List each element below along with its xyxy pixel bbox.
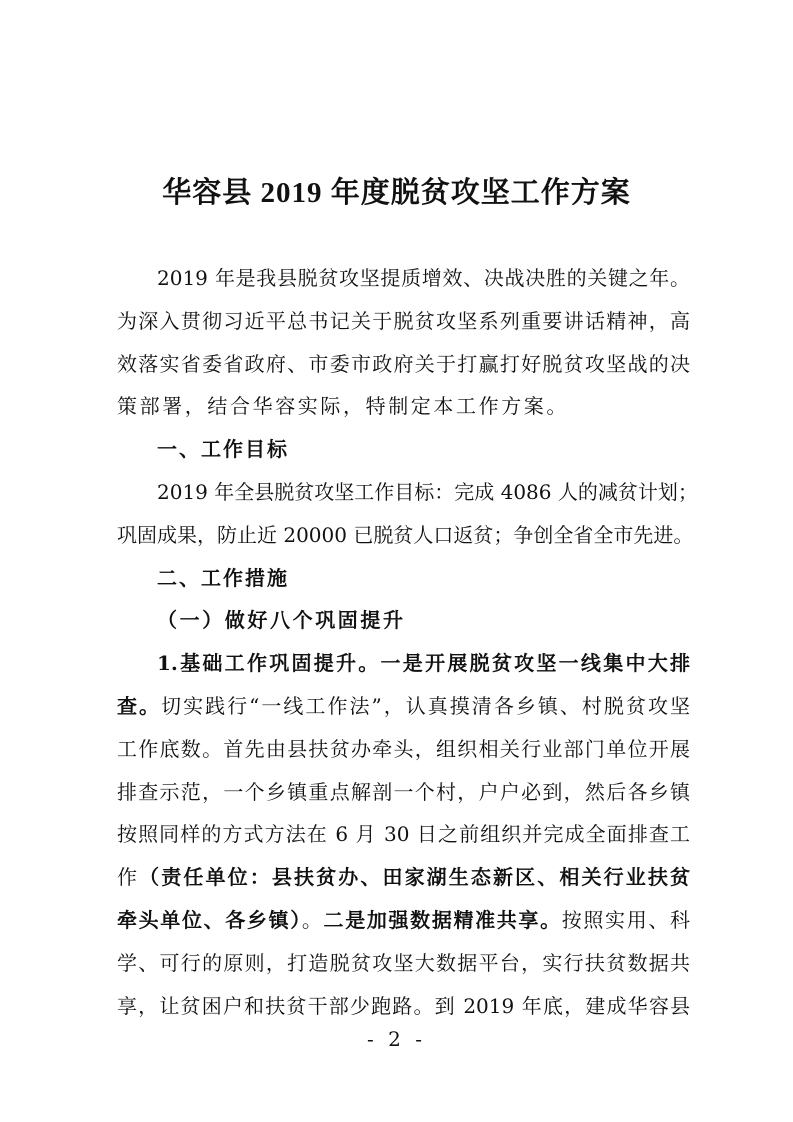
text-line [117,257,690,300]
text-line [117,514,694,557]
bold-text: 二是加强数据精准共享。 [323,907,562,932]
text-line [117,942,690,985]
text-line [117,771,690,814]
text-run: 享，让贫困户和扶贫干部少跑路。到 2019 年底，建成华容县 [117,993,690,1018]
text-line [117,300,690,343]
text-run: 排查示范，一个乡镇重点解剖一个村，户户必到，然后各乡镇 [117,779,690,804]
bold-text: （责任单位：县扶贫办、田家湖生态新区、相关行业扶贫 [139,865,691,890]
text-run: 效落实省委省政府、市委市政府关于打赢打好脱贫攻坚战的决 [117,351,690,376]
text-line [117,985,690,1028]
page-number: - 2 - [367,1027,426,1051]
text-line [117,728,690,771]
text-line [117,685,690,728]
bold-text: 二、工作措施 [157,565,289,590]
text-line [117,599,690,642]
bold-text: 牵头单位、各乡镇） [117,907,302,932]
text-line [117,471,698,514]
section-heading [117,557,690,600]
bold-text: （一）做好八个巩固提升 [157,608,406,633]
text-run: 作 [117,865,140,890]
text-run: 。 [301,907,324,932]
text-run: 巩固成果，防止近 20000 已脱贫人口返贫；争创全省全市先进。 [117,522,694,547]
text-run: 2019 年全县脱贫攻坚工作目标：完成 4086 人的减贫计划； [157,479,698,504]
text-run: 按照实用、科 [561,907,691,932]
text-line [117,343,690,386]
bold-text: 查。 [117,693,162,718]
document-title: 华容县 2019 年度脱贫攻坚工作方案 [162,177,631,209]
text-run: 2019 年是我县脱贫攻坚提质增效、决战决胜的关键之年。 [157,266,690,290]
text-line [117,813,690,856]
bold-text: 一、工作目标 [157,437,289,462]
section-heading [117,428,690,471]
text-line [117,385,690,428]
text-run: 策部署，结合华容实际，特制定本工作方案。 [117,394,569,419]
text-line [117,642,690,685]
text-line [117,899,690,942]
document-body [117,257,698,1027]
text-run: 为深入贯彻习近平总书记关于脱贫攻坚系列重要讲话精神，高 [117,308,690,333]
text-run: 按照同样的方式方法在 6 月 30 日之前组织并完成全面排查工 [117,822,690,847]
text-run: 工作底数。首先由县扶贫办牵头，组织相关行业部门单位开展 [117,736,690,761]
text-run: 切实践行“一线工作法”，认真摸清各乡镇、村脱贫攻坚 [161,693,691,718]
text-line [117,856,690,899]
text-run: 学、可行的原则，打造脱贫攻坚大数据平台，实行扶贫数据共 [117,950,690,975]
bold-text: 1.基础工作巩固提升。一是开展脱贫攻坚一线集中大排 [157,651,690,676]
